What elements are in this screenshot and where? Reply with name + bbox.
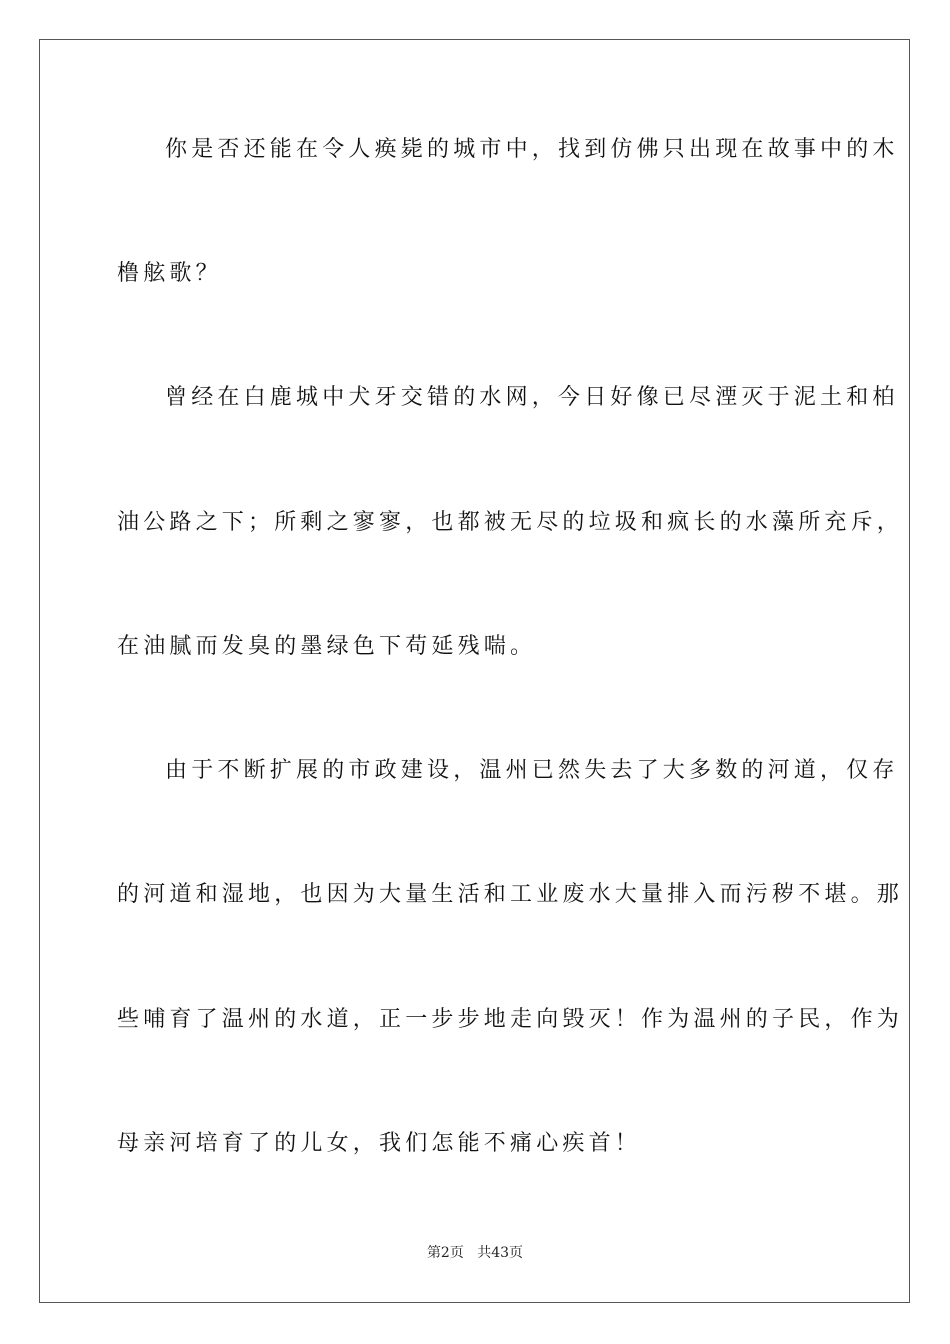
page-number: 第2页: [426, 1245, 464, 1261]
paragraph-2-line-3: 在油腻而发臭的墨绿色下苟延残喘。: [117, 634, 537, 659]
paragraph-3-line-2: 的河道和湿地，也因为大量生活和工业废水大量排入而污秽不堪。那: [117, 882, 904, 907]
paragraph-2-line-2: 油公路之下；所剩之寥寥，也都被无尽的垃圾和疯长的水藻所充斥，: [117, 510, 904, 535]
paragraph-3-line-4: 母亲河培育了的儿女，我们怎能不痛心疾首！: [117, 1131, 642, 1156]
paragraph-3-line-3: 些哺育了温州的水道，正一步步地走向毁灭！作为温州的子民，作为: [117, 1007, 904, 1032]
page-footer: [0, 1244, 950, 1262]
page-border: [39, 39, 910, 1303]
paragraph-1-line-1: 你是否还能在令人痪毙的城市中，找到仿佛只出现在故事中的木: [165, 137, 899, 162]
paragraph-2-line-1: 曾经在白鹿城中犬牙交错的水网，今日好像已尽湮灭于泥土和柏: [165, 385, 899, 410]
paragraph-3-line-1: 由于不断扩展的市政建设，温州已然失去了大多数的河道，仅存: [165, 758, 899, 783]
page-total: 共43页: [477, 1245, 524, 1261]
paragraph-1-line-2: 橹舷歌？: [117, 261, 222, 286]
